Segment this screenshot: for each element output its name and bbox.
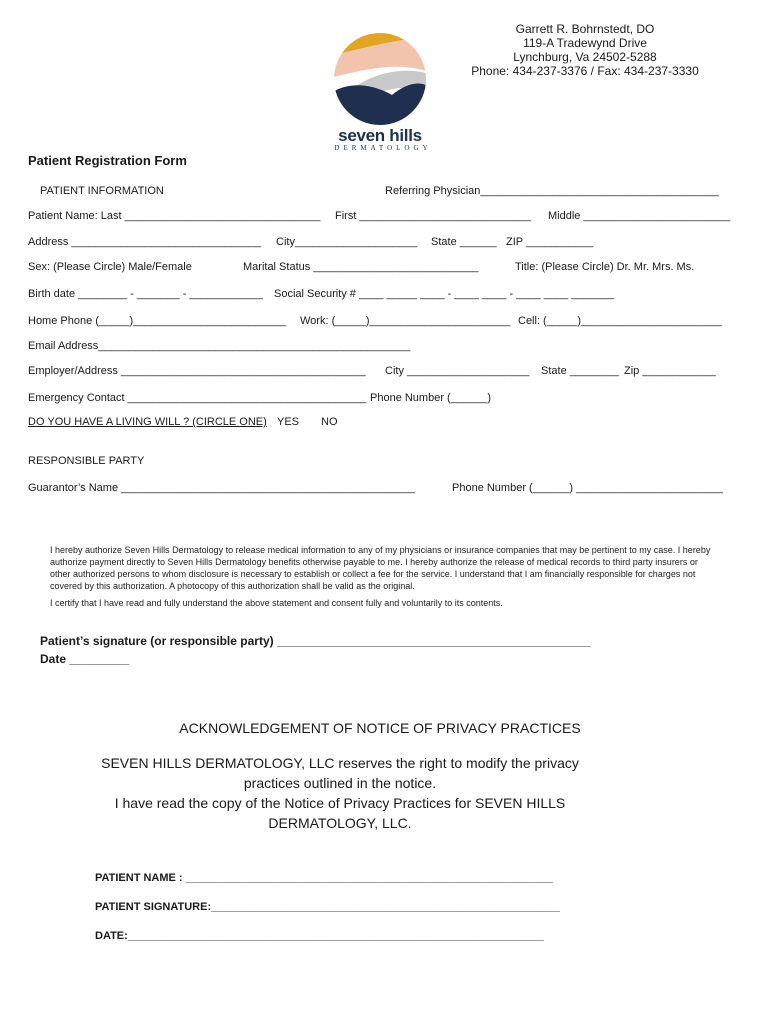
patient-first-name-field[interactable]: First ____________________________ [335, 210, 531, 222]
address-field[interactable]: Address _______________________________ [28, 236, 262, 248]
guarantor-phone-field[interactable]: Phone Number (______) ________________________ [452, 482, 723, 494]
physician-name: Garrett R. Bohrnstedt, DO [515, 22, 655, 36]
certification-paragraph: I certify that I have read and fully understand the above statement and consent fully and voluntarily to its contents. [50, 598, 503, 608]
work-phone-field[interactable]: Work: (_____)_______________________ [300, 315, 511, 327]
emergency-contact-field[interactable]: Emergency Contact _______________________________________ [28, 392, 367, 404]
seven-hills-logo [334, 33, 426, 125]
form-title: Patient Registration Form [28, 153, 187, 168]
ack-patient-name-field[interactable]: PATIENT NAME : ____________________________________________________________ [95, 872, 553, 884]
city-field[interactable]: City____________________ [276, 236, 418, 248]
ack-patient-signature-field[interactable]: PATIENT SIGNATURE:_________________________________________________________ [95, 901, 560, 913]
title-field[interactable]: Title: (Please Circle) Dr. Mr. Mrs. Ms. [515, 261, 695, 273]
cell-phone-field[interactable]: Cell: (_____)_______________________ [518, 315, 722, 327]
sex-field[interactable]: Sex: (Please Circle) Male/Female [28, 261, 192, 273]
guarantor-name-field[interactable]: Guarantor’s Name ________________________________________________ [28, 482, 415, 494]
acknowledgement-line: DERMATOLOGY, LLC. [268, 815, 412, 831]
social-security-field[interactable]: Social Security # ____ _____ ____ - ____ ____ - ____ ____ _______ [274, 288, 615, 300]
phone-fax: Phone: 434-237-3376 / Fax: 434-237-3330 [471, 64, 699, 78]
employer-state-field[interactable]: State ________ [541, 365, 619, 377]
authorization-paragraph: I hereby authorize Seven Hills Dermatology to release medical information to any of my physicians or insurance companies that may be pertinent to my case. I hereby authorize payment directly to Seven Hills Dermatology benefits otherwise payable to me. I hereby authorize the release of medical records to third party insurers or other authorized persons to whom disclosure is necessary to establish or collect a fee for the service. I understand that I am financially responsible for charges not covered by this authorization. A photocopy of this authorization shall be valid as the original. [50, 545, 711, 591]
employer-city-field[interactable]: City ____________________ [385, 365, 530, 377]
patient-signature-field[interactable]: Patient’s signature (or responsible party) _______________________________________________ [40, 634, 591, 648]
ack-date-field[interactable]: DATE:____________________________________________________________________ [95, 930, 544, 942]
signature-date-field[interactable]: Date _________ [40, 652, 130, 666]
practice-address-block [470, 22, 700, 78]
patient-info-heading: PATIENT INFORMATION [40, 185, 164, 197]
home-phone-field[interactable]: Home Phone (_____)_________________________ [28, 315, 287, 327]
patient-middle-name-field[interactable]: Middle ________________________ [548, 210, 731, 222]
state-field[interactable]: State ______ [431, 236, 497, 248]
acknowledgement-line: practices outlined in the notice. [243, 775, 437, 791]
emergency-phone-field[interactable]: Phone Number (______) [370, 392, 492, 404]
referring-physician-field[interactable]: Referring Physician_______________________________________ [385, 185, 719, 197]
street-address: 119-A Tradewynd Drive [523, 36, 647, 50]
acknowledgement-line: SEVEN HILLS DERMATOLOGY, LLC reserves the right to modify the privacy [101, 755, 579, 771]
living-will-no-option[interactable]: NO [321, 416, 338, 428]
acknowledgement-title: ACKNOWLEDGEMENT OF NOTICE OF PRIVACY PRACTICES [179, 720, 581, 736]
city-state-zip: Lynchburg, Va 24502-5288 [513, 50, 657, 64]
logo-subtitle: DERMATOLOGY [334, 144, 432, 152]
zip-field[interactable]: ZIP ___________ [506, 236, 594, 248]
email-field[interactable]: Email Address___________________________________________________ [28, 340, 411, 352]
patient-last-name-field[interactable]: Patient Name: Last ________________________________ [28, 210, 321, 222]
employer-address-field[interactable]: Employer/Address ________________________________________ [28, 365, 366, 377]
responsible-party-heading: RESPONSIBLE PARTY [28, 455, 145, 467]
marital-status-field[interactable]: Marital Status ___________________________ [243, 261, 479, 273]
birth-date-field[interactable]: Birth date ________ - _______ - ____________ [28, 288, 263, 300]
consent-statement [50, 544, 718, 609]
employer-zip-field[interactable]: Zip ____________ [624, 365, 716, 377]
living-will-yes-option[interactable]: YES [277, 416, 300, 428]
acknowledgement-text [60, 753, 620, 833]
logo-name: seven hills [338, 126, 422, 145]
acknowledgement-line: I have read the copy of the Notice of Privacy Practices for SEVEN HILLS [114, 795, 566, 811]
living-will-question: DO YOU HAVE A LIVING WILL ? (CIRCLE ONE) [28, 416, 267, 428]
